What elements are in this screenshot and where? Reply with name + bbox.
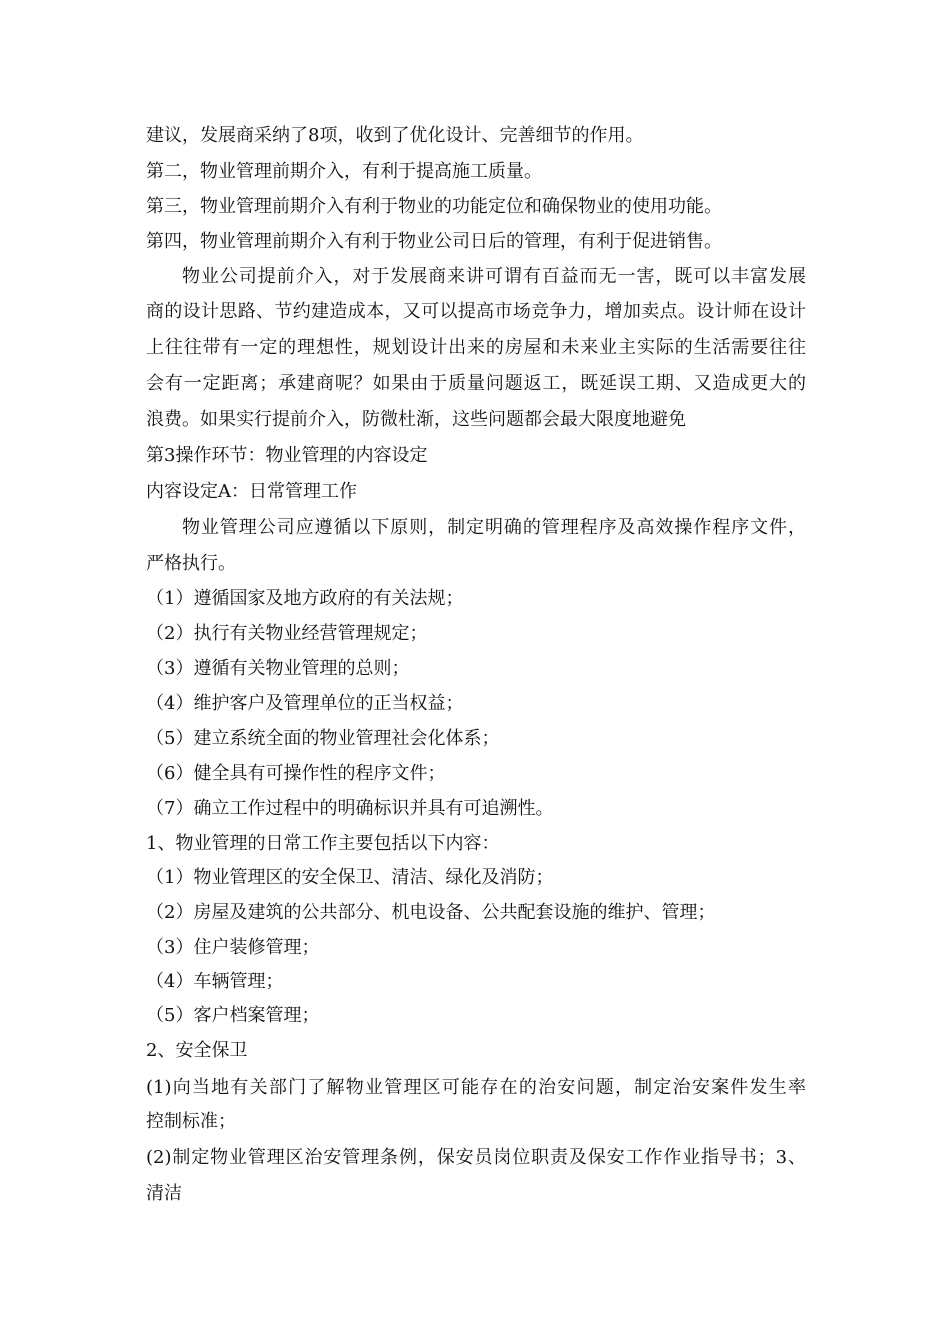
text-line: 2、安全保卫 [146, 1040, 248, 1061]
list-item: （3）住户装修管理； [146, 937, 320, 958]
text-line: (1)向当地有关部门了解物业管理区可能存在的治安问题，制定治安案件发生率 [146, 1077, 806, 1098]
list-item: （3）遵循有关物业管理的总则； [146, 658, 410, 679]
text-line: 会有一定距离；承建商呢？如果由于质量问题返工，既延误工期、又造成更大的 [146, 373, 806, 394]
text-line: (2)制定物业管理区治安管理条例，保安员岗位职责及保安工作作业指导书；3、 [146, 1147, 806, 1168]
text-line: 浪费。如果实行提前介入，防微杜渐，这些问题都会最大限度地避免 [146, 409, 686, 430]
text-line: 第三，物业管理前期介入有利于物业的功能定位和确保物业的使用功能。 [146, 196, 722, 217]
list-item: （7）确立工作过程中的明确标识并具有可追溯性。 [146, 798, 554, 819]
text-line: 第四，物业管理前期介入有利于物业公司日后的管理，有利于促进销售。 [146, 231, 722, 252]
section-heading: 第3操作环节：物业管理的内容设定 [146, 445, 428, 466]
list-item: （2）执行有关物业经营管理规定； [146, 623, 428, 644]
list-item: （4）车辆管理； [146, 971, 284, 992]
list-item: （6）健全具有可操作性的程序文件； [146, 763, 446, 784]
text-line: 严格执行。 [146, 553, 236, 574]
list-item: （2）房屋及建筑的公共部分、机电设备、公共配套设施的维护、管理； [146, 902, 716, 923]
list-item: （1）物业管理区的安全保卫、清洁、绿化及消防； [146, 867, 554, 888]
list-item: （4）维护客户及管理单位的正当权益； [146, 693, 464, 714]
text-line: 第二，物业管理前期介入，有利于提高施工质量。 [146, 161, 542, 182]
text-line: 建议，发展商采纳了8项，收到了优化设计、完善细节的作用。 [146, 125, 644, 146]
list-item: （5）客户档案管理； [146, 1005, 320, 1026]
text-line: 控制标准； [146, 1111, 236, 1132]
text-line: 物业公司提前介入，对于发展商来讲可谓有百益而无一害，既可以丰富发展 [182, 266, 806, 287]
text-line: 1、物业管理的日常工作主要包括以下内容： [146, 833, 500, 854]
text-line: 物业管理公司应遵循以下原则，制定明确的管理程序及高效操作程序文件， [182, 517, 806, 538]
subsection-heading: 内容设定A：日常管理工作 [146, 481, 357, 502]
text-line: 上往往带有一定的理想性，规划设计出来的房屋和未来业主实际的生活需要往往 [146, 337, 806, 358]
text-line: 清洁 [146, 1183, 182, 1204]
list-item: （1）遵循国家及地方政府的有关法规； [146, 588, 464, 609]
list-item: （5）建立系统全面的物业管理社会化体系； [146, 728, 500, 749]
text-line: 商的设计思路、节约建造成本，又可以提高市场竞争力，增加卖点。设计师在设计 [146, 301, 806, 322]
